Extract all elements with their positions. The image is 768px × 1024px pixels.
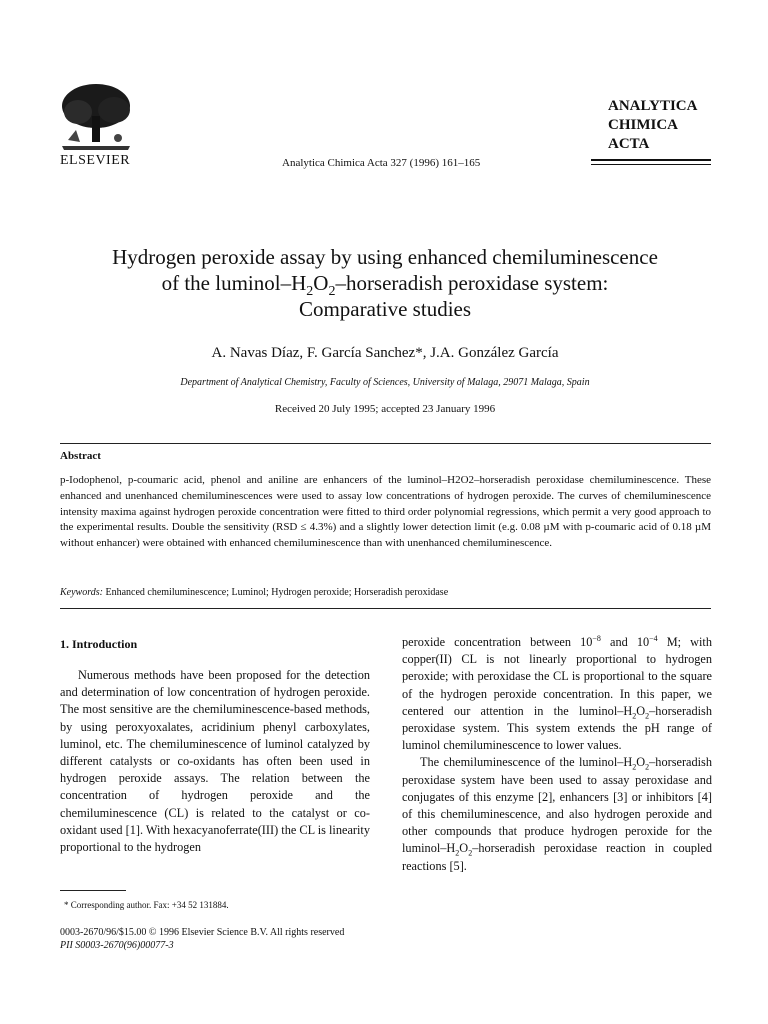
footnote: * Corresponding author. Fax: +34 52 131884.	[64, 900, 229, 910]
journal-rule	[591, 164, 711, 165]
title-subscript: 2	[306, 284, 314, 300]
subscript: 2	[455, 848, 460, 858]
left-column	[60, 667, 370, 856]
paragraph-text: –horseradish peroxidase system have been used to assay peroxidase and conjugates of this enzyme [2], enhancers [3] or inhibitors [4] of this chemiluminescence, and also hydrogen peroxide and other compounds that produce hydrogen peroxide for the luminol–H	[402, 755, 712, 856]
journal-citation: Analytica Chimica Acta 327 (1996) 161–165	[282, 157, 481, 169]
journal-name-line: ANALYTICA	[608, 98, 698, 114]
paragraph	[402, 754, 712, 874]
paragraph-text: O	[636, 755, 646, 770]
subscript: 2	[645, 711, 650, 721]
article-title	[40, 244, 730, 322]
title-text: –horseradish peroxidase system:	[335, 271, 609, 295]
paragraph-text: M; with copper(II) CL is not linearly proportional to hydrogen peroxide; with peroxidase the CL is proportional to the square of the hydrogen peroxide concentration. In this paper, we centered our attention in the luminol–H	[402, 635, 712, 718]
divider	[60, 608, 711, 609]
title-line: Comparative studies	[298, 297, 472, 321]
subscript: 2	[632, 711, 637, 721]
journal-name-line: CHIMICA	[608, 117, 678, 133]
paragraph-text: O	[459, 841, 469, 856]
title-text: of the luminol–H	[161, 271, 307, 295]
title-text: O	[313, 271, 329, 295]
paragraph: Numerous methods have been proposed for the detection and determination of low concentration of hydrogen peroxide. The most sensitive are the chemiluminescence-based methods, by using peroxyoxalates, acridinium phenyl carboxylates, luminol, etc. The chemiluminescence of luminol catalyzed by different catalysts or co-oxidants has often been used in hydrogen peroxide assays. The relation between the concentration of hydrogen peroxide and the chemiluminescence (CL) is related to the catalyst or co-oxidant used [1]. With hexacyanoferrate(III) the CL is linearity proportional to the hydrogen	[60, 668, 370, 855]
section-heading: 1. Introduction	[60, 637, 138, 651]
subscript: 2	[632, 762, 637, 772]
subscript: 2	[645, 762, 650, 772]
superscript: −4	[649, 633, 658, 643]
paragraph-text: –horseradish peroxidase reaction in coupled reactions [5].	[402, 841, 712, 873]
title-line	[40, 270, 730, 300]
footnote-rule	[60, 890, 126, 891]
copyright-line: 0003-2670/96/$15.00 © 1996 Elsevier Science B.V. All rights reserved	[60, 927, 345, 938]
received-dates: Received 20 July 1995; accepted 23 January 1996	[274, 403, 496, 415]
title-subscript: 2	[328, 284, 336, 300]
title-line: Hydrogen peroxide assay by using enhanced chemiluminescence	[112, 245, 658, 269]
keywords	[60, 587, 448, 598]
abstract-text: p-Iodophenol, p-coumaric acid, phenol and aniline are enhancers of the luminol–H2O2–horseradish peroxidase chemiluminescence. These enhanced and unenhanced chemiluminescences were used to assay low concentrations of hydrogen peroxide. The curves of chemiluminescence intensity maxima against hydrogen peroxide concentration were fitted to third order polynomial regressions, which permit a very good approach to the experimental results. Double the sensitivity (RSD ≤ 4.3%) and a slightly lower detection limit (e.g. 0.08 µM with p-coumaric acid of 0.18 µM without enhancer) were obtained with enhanced chemiluminescence than with unenhanced chemiluminescence.	[60, 474, 711, 550]
authors: A. Navas Díaz, F. García Sanchez*, J.A. González García	[211, 345, 559, 361]
journal-name	[608, 97, 697, 154]
keywords-list: Enhanced chemiluminescence; Luminol; Hydrogen peroxide; Horseradish peroxidase	[105, 587, 449, 598]
divider	[60, 443, 711, 444]
affiliation: Department of Analytical Chemistry, Faculty of Sciences, University of Malaga, 29071 Malaga, Spain	[180, 377, 590, 388]
paragraph-text: –horseradish peroxidase system. This system extends the pH range of luminol chemiluminescence to lower values.	[402, 703, 712, 753]
publisher-name: ELSEVIER	[60, 153, 131, 168]
copyright-block	[60, 926, 344, 952]
right-column	[402, 634, 712, 875]
paragraph-text: and 10	[600, 635, 650, 649]
pii-line: PII S0003-2670(96)00077-3	[60, 940, 174, 951]
journal-rule	[591, 159, 711, 161]
paragraph	[402, 634, 712, 754]
paragraph-text: peroxide concentration between 10	[402, 635, 593, 649]
subscript: 2	[468, 848, 473, 858]
journal-name-line: ACTA	[608, 136, 650, 152]
superscript: −8	[592, 633, 601, 643]
paragraph-text: The chemiluminescence of the luminol–H	[420, 755, 633, 770]
elsevier-tree-logo	[58, 80, 134, 152]
abstract-heading: Abstract	[60, 450, 101, 462]
keywords-label: Keywords:	[60, 587, 103, 598]
paragraph-text: O	[636, 703, 646, 718]
